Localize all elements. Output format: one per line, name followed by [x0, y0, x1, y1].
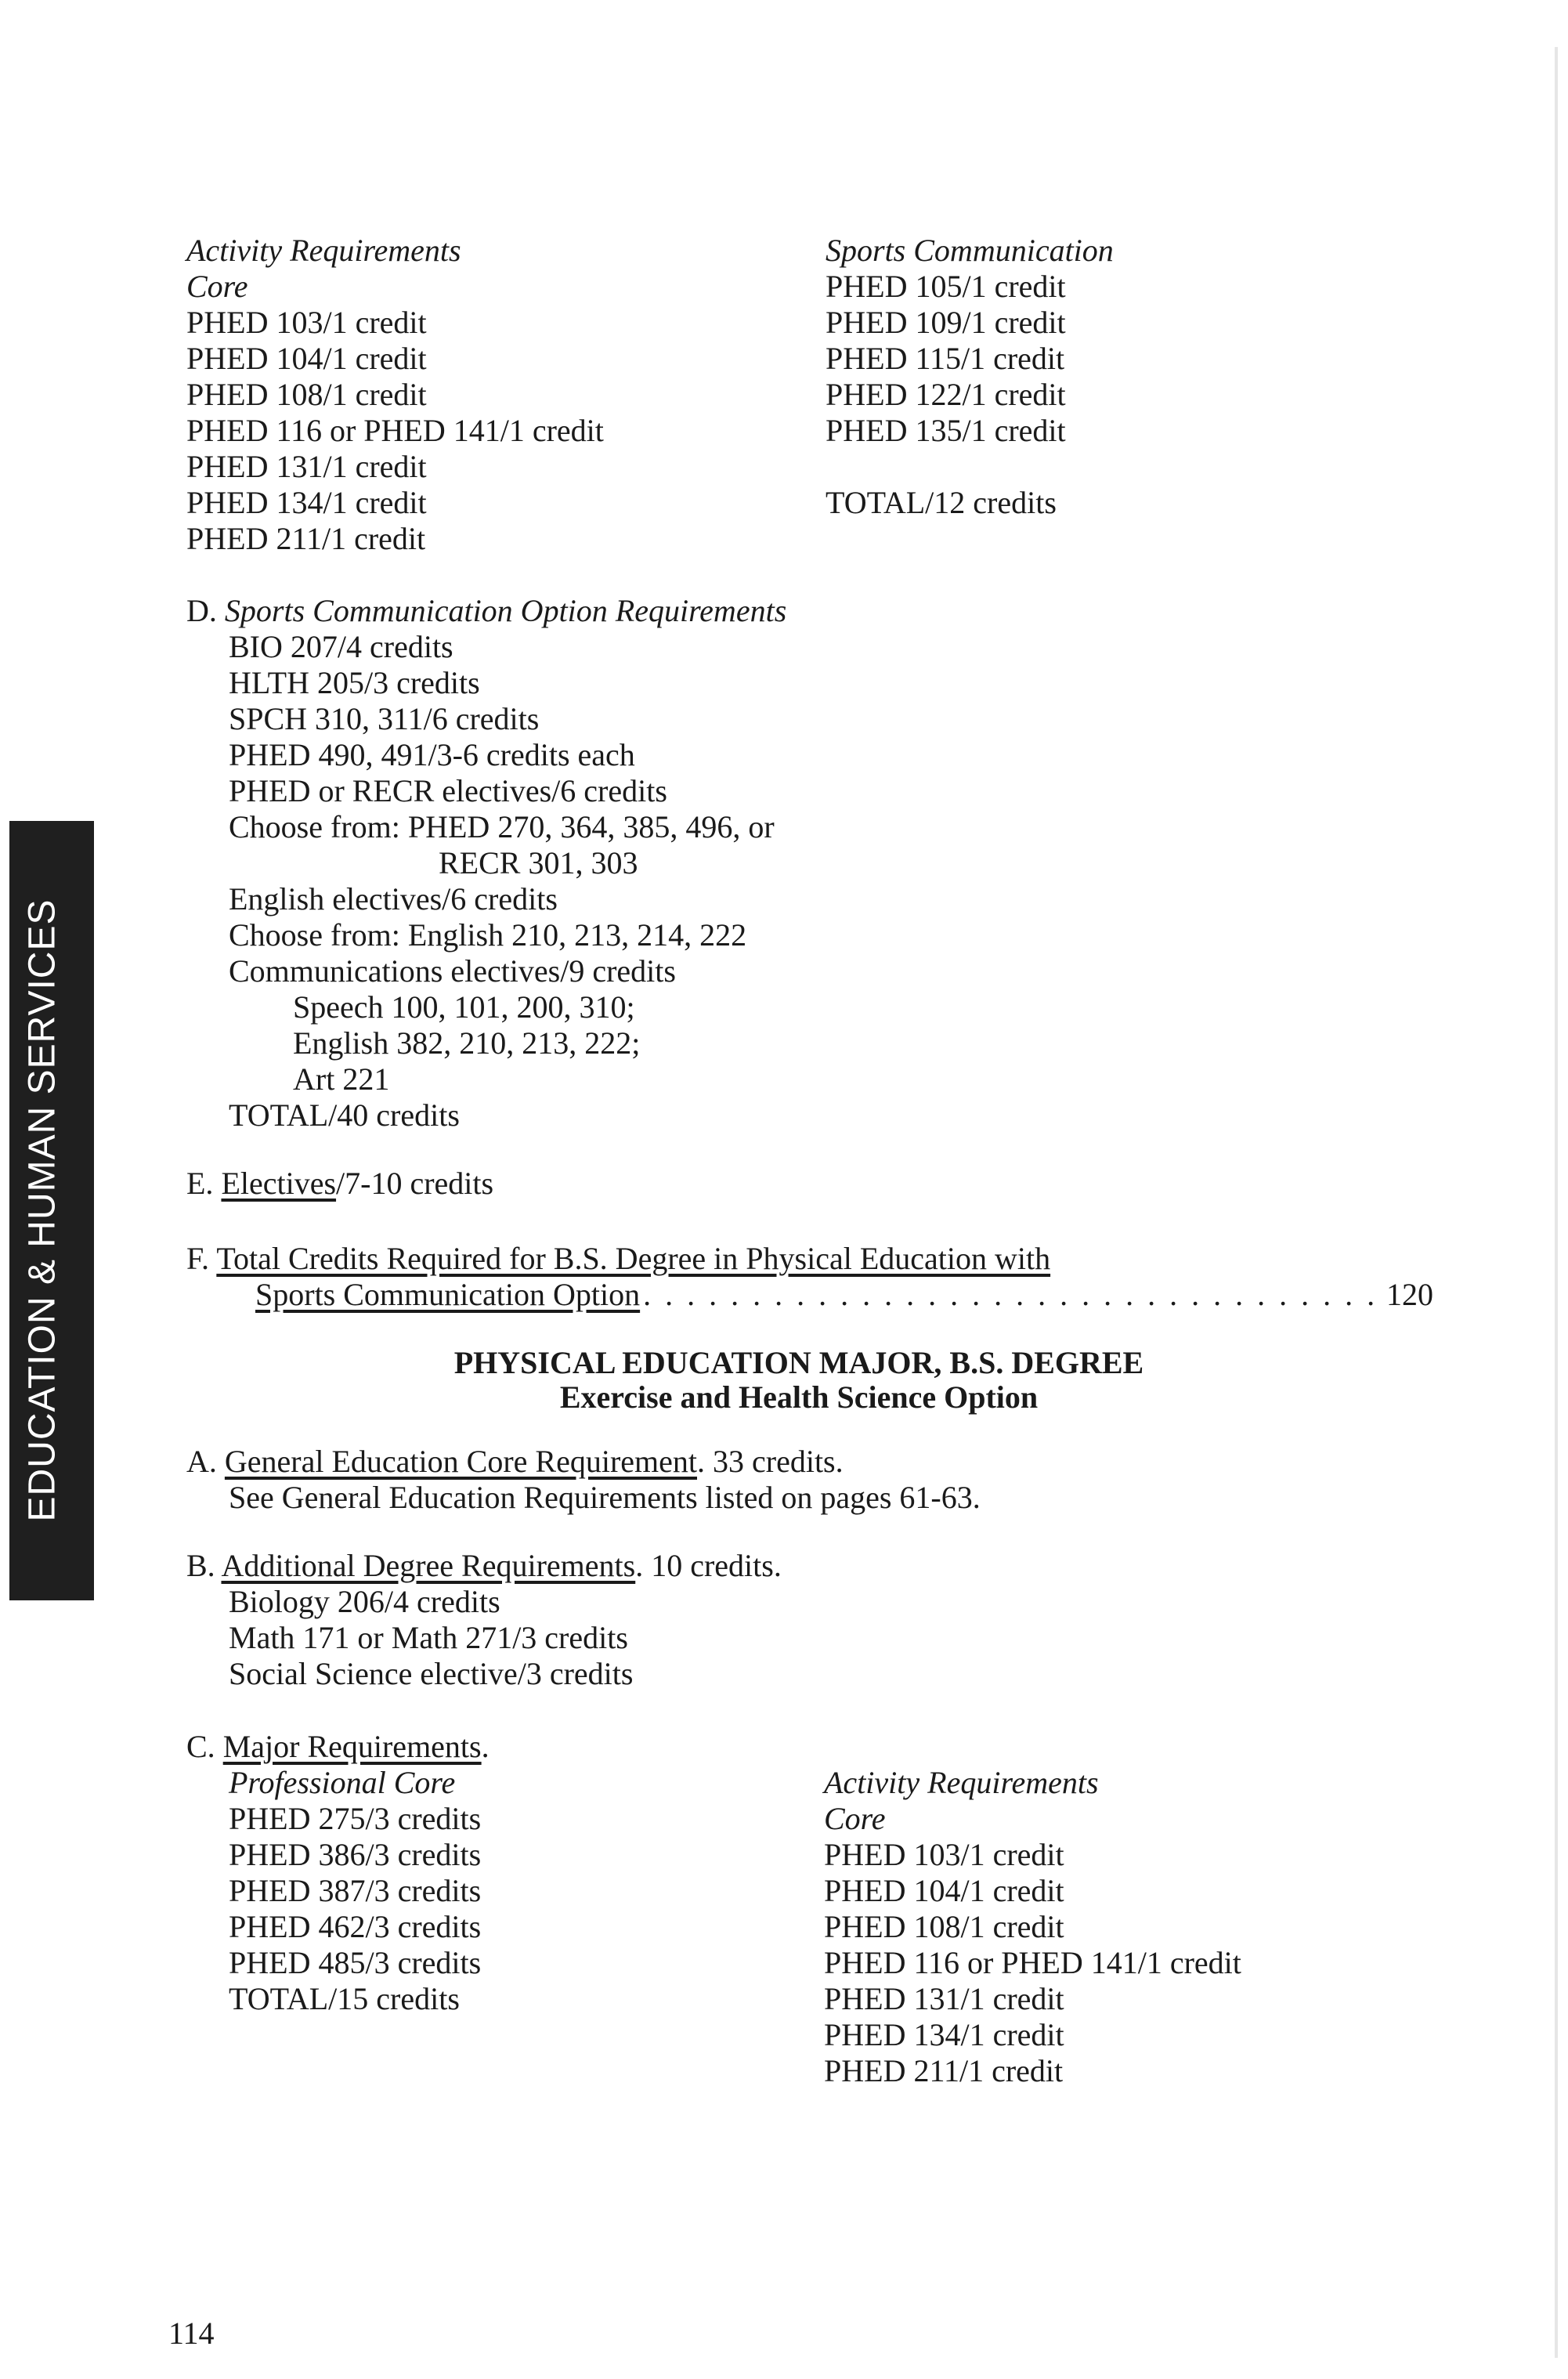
section-f-leader: [255, 1277, 1433, 1313]
section-a-text: . 33 credits.: [697, 1444, 844, 1479]
list-item: Social Science elective/3 credits: [229, 1656, 634, 1691]
list-item: PHED 386/3 credits: [229, 1837, 482, 1872]
list-item: PHED 211/1 credit: [186, 521, 426, 556]
section-d-total: TOTAL/40 credits: [229, 1097, 460, 1133]
section-a-note: See General Education Requirements listed on pages 61-63.: [229, 1480, 981, 1515]
list-item: PHED 485/3 credits: [229, 1945, 482, 1980]
professional-core: [229, 1765, 481, 2017]
section-f-line2: Sports Communication Option: [255, 1277, 641, 1312]
professional-core-total: TOTAL/15 credits: [229, 1981, 460, 2016]
list-item: Choose from: English 210, 213, 214, 222: [229, 917, 747, 953]
section-c-label: Major Requirements: [222, 1729, 482, 1764]
top-activity-requirements: [186, 233, 604, 557]
list-item: PHED 134/1 credit: [824, 2017, 1064, 2052]
section-e: [186, 1166, 493, 1202]
section-f: [186, 1241, 1050, 1277]
section-e-letter: E.: [186, 1166, 214, 1201]
section-d: [186, 593, 786, 629]
list-item: English electives/6 credits: [229, 881, 558, 917]
list-item: PHED or RECR electives/6 credits: [229, 773, 667, 808]
section-b: [186, 1548, 782, 1692]
section-a-letter: A.: [186, 1444, 217, 1479]
list-item: PHED 108/1 credit: [186, 377, 427, 412]
list-item: SPCH 310, 311/6 credits: [229, 701, 540, 736]
bottom-activity-heading: Activity Requirements: [824, 1765, 1099, 1800]
section-a-label: General Education Core Requirement: [224, 1444, 697, 1479]
list-item: PHED 103/1 credit: [824, 1837, 1064, 1872]
list-item: PHED 108/1 credit: [824, 1909, 1064, 1944]
section-c: [186, 1729, 490, 1765]
list-item: PHED 115/1 credit: [826, 341, 1065, 376]
list-item: PHED 116 or PHED 141/1 credit: [824, 1945, 1241, 1980]
section-f-line1: Total Credits Required for B.S. Degree in Physical Education with: [216, 1241, 1051, 1276]
bottom-activity-subheading: Core: [824, 1801, 886, 1836]
section-c-letter: C.: [186, 1729, 215, 1764]
list-item: Biology 206/4 credits: [229, 1584, 500, 1619]
list-item: Speech 100, 101, 200, 310;: [293, 989, 635, 1025]
page-number: 114: [168, 2316, 215, 2351]
section-d-list: [229, 629, 775, 1133]
section-c-text: .: [481, 1729, 490, 1764]
list-item: PHED 490, 491/3-6 credits each: [229, 737, 635, 772]
sports-communication-total: TOTAL/12 credits: [826, 485, 1057, 520]
list-item: PHED 131/1 credit: [824, 1981, 1064, 2016]
top-activity-subheading: Core: [186, 269, 248, 304]
section-d-letter: D.: [186, 593, 217, 628]
section-e-text: /7-10 credits: [336, 1166, 494, 1201]
section-d-title: Sports Communication Option Requirements: [224, 593, 787, 628]
list-item: Art 221: [293, 1061, 390, 1097]
top-activity-heading: Activity Requirements: [186, 233, 461, 268]
section-f-letter: F.: [186, 1241, 210, 1276]
list-item: RECR 301, 303: [439, 845, 638, 880]
list-item: PHED 211/1 credit: [824, 2053, 1064, 2088]
major-heading-title: PHYSICAL EDUCATION MAJOR, B.S. DEGREE: [453, 1345, 1144, 1380]
list-item: Choose from: PHED 270, 364, 385, 496, or: [229, 809, 775, 844]
list-item: PHED 104/1 credit: [186, 341, 427, 376]
section-e-label: Electives: [221, 1166, 337, 1201]
list-item: PHED 135/1 credit: [826, 413, 1066, 448]
list-item: PHED 105/1 credit: [826, 269, 1066, 304]
dot-leader: [643, 1277, 1383, 1313]
list-item: PHED 109/1 credit: [826, 305, 1066, 340]
list-item: PHED 131/1 credit: [186, 449, 427, 484]
page-edge-shadow: [1555, 47, 1558, 2358]
list-item: PHED 104/1 credit: [824, 1873, 1064, 1908]
sports-communication-heading: Sports Communication: [826, 233, 1114, 268]
section-a: [186, 1444, 981, 1516]
list-item: PHED 103/1 credit: [186, 305, 427, 340]
list-item: PHED 116 or PHED 141/1 credit: [186, 413, 604, 448]
section-b-letter: B.: [186, 1548, 215, 1583]
section-f-value: 120: [1386, 1277, 1433, 1312]
list-item: PHED 462/3 credits: [229, 1909, 482, 1944]
list-item: English 382, 210, 213, 222;: [293, 1025, 641, 1061]
top-sports-communication: [826, 233, 1114, 521]
section-b-label: Additional Degree Requirements: [221, 1548, 636, 1583]
list-item: PHED 387/3 credits: [229, 1873, 482, 1908]
list-item: BIO 207/4 credits: [229, 629, 453, 664]
section-b-text: . 10 credits.: [635, 1548, 782, 1583]
list-item: PHED 134/1 credit: [186, 485, 427, 520]
professional-core-heading: Professional Core: [229, 1765, 456, 1800]
list-item: Communications electives/9 credits: [229, 953, 676, 989]
list-item: PHED 275/3 credits: [229, 1801, 482, 1836]
bottom-activity-requirements: [824, 1765, 1241, 2089]
list-item: HLTH 205/3 credits: [229, 665, 480, 700]
list-item: PHED 122/1 credit: [826, 377, 1066, 412]
side-tab-label: EDUCATION & HUMAN SERVICES: [21, 898, 63, 1522]
list-item: Math 171 or Math 271/3 credits: [229, 1620, 628, 1655]
major-heading-subtitle: Exercise and Health Science Option: [559, 1379, 1039, 1415]
